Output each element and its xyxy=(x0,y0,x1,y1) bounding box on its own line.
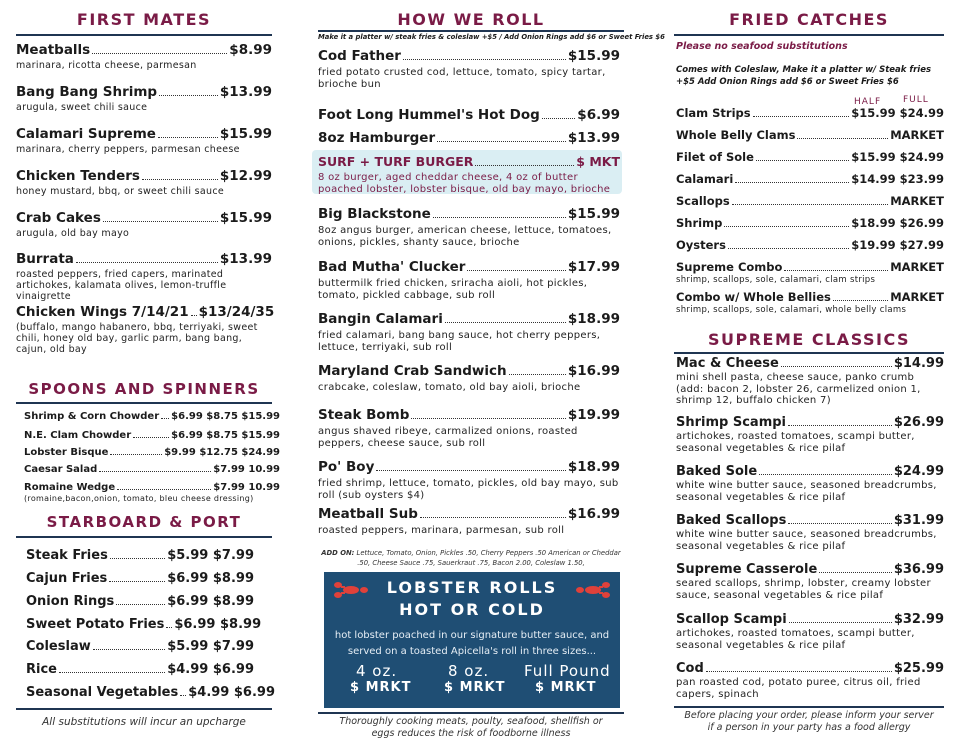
menu-item-name: Bang Bang Shrimp xyxy=(16,84,158,100)
menu-item-name: Baked Scallops xyxy=(676,513,787,528)
menu-item-price: $36.99 xyxy=(893,562,944,577)
menu-item-line xyxy=(16,210,272,226)
dot-leader xyxy=(759,474,892,475)
menu-item xyxy=(26,662,254,677)
dot-leader xyxy=(103,221,218,222)
menu-item-name: Burrata xyxy=(16,251,74,267)
menu-item-name: Shrimp xyxy=(676,216,723,230)
menu-item-description: white wine butter sauce, seasoned breadcrumbs, seasonal vegetables & rice pilaf xyxy=(676,480,937,503)
menu-item-line xyxy=(318,363,620,379)
add-on-label: ADD ON: xyxy=(321,549,355,557)
menu-item-description: pan roasted cod, potato puree, citrus oil, fried capers, spinach xyxy=(676,677,921,700)
menu-item-name: Coleslaw xyxy=(26,639,91,654)
menu-item-price: $7.99 10.99 xyxy=(213,464,280,475)
menu-item-line xyxy=(318,506,620,522)
divider xyxy=(674,34,944,36)
section-title-how-we-roll: HOW WE ROLL xyxy=(397,10,545,29)
menu-item-name: Whole Belly Clams xyxy=(676,128,796,142)
divider xyxy=(318,712,624,714)
menu-item xyxy=(676,238,944,252)
menu-item xyxy=(676,106,944,120)
menu-item xyxy=(676,464,944,503)
menu-item-price: $16.99 xyxy=(567,506,620,522)
menu-item xyxy=(318,459,620,501)
menu-item xyxy=(676,150,944,164)
dot-leader xyxy=(376,470,566,471)
lobster-price: $ MRKT xyxy=(444,680,506,695)
add-on-text: Lettuce, Tomato, Onion, Pickles .50, Cherry Peppers .50 American or Cheddar .50, Cheese Sauce .75, Sauerkraut .75, Bacon 2.00, Coleslaw 1.50, xyxy=(354,549,621,567)
dot-leader xyxy=(728,248,849,249)
menu-item-name: Filet of Sole xyxy=(676,150,754,164)
dot-leader xyxy=(433,217,566,218)
divider xyxy=(674,352,944,354)
dot-leader xyxy=(788,523,891,524)
menu-item-price: $26.99 xyxy=(893,415,944,430)
menu-item-price: $19.99 $27.99 xyxy=(851,238,944,252)
menu-item-line xyxy=(26,685,276,700)
section-title-starboard: STARBOARD & PORT xyxy=(46,513,242,531)
dot-leader xyxy=(781,366,892,367)
lobster-rolls-box xyxy=(324,572,620,708)
menu-item-description: mini shell pasta, cheese sauce, panko crumb (add: bacon 2, lobster 26, carmelized onion 1, shrimp 12, buffalo chicken 7) xyxy=(676,372,921,406)
menu-item-price: MARKET xyxy=(890,194,944,208)
menu-item-price: $16.99 xyxy=(567,363,620,379)
menu-item-description: (romaine,bacon,onion, tomato, bleu cheese dressing) xyxy=(24,494,254,503)
menu-item-line xyxy=(318,154,620,169)
menu-item-description: artichokes, roasted tomatoes, scampi butter, seasonal vegetables & rice pilaf xyxy=(676,431,915,454)
add-on-note xyxy=(318,548,624,568)
menu-item-price: $6.99 $8.99 xyxy=(167,594,254,609)
menu-item-description: arugula, old bay mayo xyxy=(16,228,130,239)
menu-item-name: Steak Bomb xyxy=(318,407,410,423)
menu-item-name: Combo w/ Whole Bellies xyxy=(676,290,831,304)
menu-item-price: $9.99 $12.75 $24.99 xyxy=(164,447,280,458)
divider xyxy=(16,536,272,538)
menu-item-line xyxy=(16,304,275,320)
menu-item-price: $6.99 xyxy=(577,107,620,123)
lobster-size: Full Pound xyxy=(524,662,611,680)
menu-item xyxy=(26,639,254,654)
allergy-note: Before placing your order, please inform your server if a person in your party has a food allergy xyxy=(684,710,934,733)
menu-item-description: marinara, cherry peppers, parmesan cheese xyxy=(16,144,240,155)
menu-item-price: $18.99 $26.99 xyxy=(851,216,944,230)
dot-leader xyxy=(753,116,850,117)
menu-item-description: marinara, ricotta cheese, parmesan xyxy=(16,60,197,71)
section-title-fried-catches: FRIED CATCHES xyxy=(729,10,889,29)
menu-item-line xyxy=(26,617,262,632)
section-title-supreme-classics: SUPREME CLASSICS xyxy=(707,330,911,349)
menu-item-name: Caesar Salad xyxy=(24,464,98,475)
menu-item-description: 8oz angus burger, american cheese, lettuce, tomatoes, onions, pickles, shanty sauce, brioche xyxy=(318,225,612,248)
dot-leader xyxy=(475,165,574,166)
column-middle xyxy=(318,0,665,742)
menu-item-description: artichokes, roasted tomatoes, scampi butter, seasonal vegetables & rice pilaf xyxy=(676,628,915,651)
menu-item xyxy=(676,194,944,208)
dot-leader xyxy=(445,322,566,323)
dot-leader xyxy=(797,138,888,139)
menu-item-line xyxy=(676,172,944,186)
dot-leader xyxy=(142,179,218,180)
dot-leader xyxy=(109,581,165,582)
menu-item-price: $18.99 xyxy=(567,459,620,475)
menu-item-name: Steak Fries xyxy=(26,548,108,563)
dot-leader xyxy=(509,374,566,375)
menu-item-price: $7.99 10.99 xyxy=(213,482,280,493)
menu-item-line xyxy=(16,126,272,142)
menu-item-description: shrimp, scallops, sole, calamari, clam strips xyxy=(676,275,876,285)
menu-item-line xyxy=(24,411,280,422)
menu-item-name: Oysters xyxy=(676,238,726,252)
menu-item-price: $ MKT xyxy=(576,154,620,169)
menu-item-price: $15.99 xyxy=(567,48,620,64)
menu-item-name: Calamari xyxy=(676,172,734,186)
menu-item-price: $12.99 xyxy=(219,168,272,184)
menu-item-line xyxy=(676,290,944,304)
dot-leader xyxy=(706,671,892,672)
menu-item-line xyxy=(24,482,280,493)
menu-item-description: (buffalo, mango habanero, bbq, terriyaki, sweet chili, honey old bay, garlic parm, bang bang, cajun, old bay xyxy=(16,322,258,355)
menu-item-price: $5.99 $7.99 xyxy=(167,548,254,563)
menu-item xyxy=(676,172,944,186)
menu-item-line xyxy=(676,260,944,274)
divider xyxy=(16,708,272,710)
menu-item-name: Mac & Cheese xyxy=(676,356,779,371)
menu-item-name: Bangin Calamari xyxy=(318,311,443,327)
platter-note: Comes with Coleslaw, Make it a platter w/ Steak fries +$5 Add Onion Rings add $6 or Sweet Fries $6 xyxy=(676,65,932,87)
menu-item-name: Bad Mutha' Clucker xyxy=(318,259,466,275)
column-right xyxy=(674,0,944,742)
dot-leader xyxy=(789,622,892,623)
menu-item xyxy=(318,130,620,146)
menu-item-price: $25.99 xyxy=(893,661,944,676)
menu-item-name: Seasonal Vegetables xyxy=(26,685,179,700)
menu-item xyxy=(24,447,280,458)
divider xyxy=(16,402,272,404)
menu-item-price: MARKET xyxy=(890,290,944,304)
menu-item-price: $8.99 xyxy=(229,42,272,58)
dot-leader xyxy=(117,489,211,490)
menu-item-description: shrimp, scallops, sole, calamari, whole belly clams xyxy=(676,305,907,315)
menu-item-line xyxy=(676,216,944,230)
dot-leader xyxy=(724,226,849,227)
menu-item-line xyxy=(16,251,272,267)
menu-item xyxy=(318,407,620,449)
menu-item-description: fried shrimp, lettuce, tomato, pickles, old bay mayo, sub roll (sub oysters $4) xyxy=(318,478,619,501)
menu-item-price: $13.99 xyxy=(219,251,272,267)
divider xyxy=(674,706,944,708)
dot-leader xyxy=(93,649,165,650)
menu-item xyxy=(26,548,254,563)
menu-item-line xyxy=(676,128,944,142)
menu-item-line xyxy=(24,447,280,458)
menu-item-description: white wine butter sauce, seasoned breadcrumbs, seasonal vegetables & rice pilaf xyxy=(676,529,937,552)
menu-item-name: Baked Sole xyxy=(676,464,758,479)
food-safety-note: Thoroughly cooking meats, poulty, seafood, shellfish or eggs reduces the risk of foodborne illness xyxy=(339,716,603,739)
menu-item-name: Romaine Wedge xyxy=(24,482,116,493)
menu-item-description: roasted peppers, fried capers, marinated artichokes, kalamata olives, lemon-truffle vinaigrette xyxy=(16,269,227,302)
menu-item-line xyxy=(676,562,944,577)
menu-item xyxy=(676,128,944,142)
dot-leader xyxy=(819,572,892,573)
menu-item xyxy=(26,617,262,632)
menu-item xyxy=(24,411,280,422)
menu-item-line xyxy=(676,513,944,528)
menu-item-line xyxy=(24,464,280,475)
menu-item-price: $14.99 xyxy=(893,356,944,371)
menu-item-price: $31.99 xyxy=(893,513,944,528)
menu-item-price: $17.99 xyxy=(567,259,620,275)
menu-item-name: Shrimp Scampi xyxy=(676,415,787,430)
menu-item-line xyxy=(24,430,280,441)
menu-item-name: Lobster Bisque xyxy=(24,447,109,458)
menu-item xyxy=(676,661,944,700)
dot-leader xyxy=(542,118,576,119)
menu-item-name: Rice xyxy=(26,662,57,677)
full-label: FULL xyxy=(903,95,929,105)
menu-item-line xyxy=(676,150,944,164)
menu-item-name: Cajun Fries xyxy=(26,571,108,586)
dot-leader xyxy=(735,182,849,183)
menu-item-line xyxy=(26,571,254,586)
menu-item-price: $24.99 xyxy=(893,464,944,479)
menu-item-price: $13.99 xyxy=(567,130,620,146)
menu-item xyxy=(16,210,272,239)
dot-leader xyxy=(756,160,849,161)
menu-item-description: 8 oz burger, aged cheddar cheese, 4 oz of butter poached lobster, lobster bisque, old bay mayo, brioche xyxy=(318,172,611,195)
menu-item xyxy=(676,415,944,454)
menu-item-name: Calamari Supreme xyxy=(16,126,156,142)
menu-item xyxy=(318,154,620,195)
menu-item-line xyxy=(26,594,254,609)
menu-item xyxy=(318,311,620,353)
menu-item xyxy=(318,48,620,90)
dot-leader xyxy=(59,672,165,673)
menu-item-line xyxy=(676,464,944,479)
lobster-size: 4 oz. xyxy=(356,662,398,680)
dot-leader xyxy=(833,300,888,301)
dot-leader xyxy=(92,53,227,54)
menu-item xyxy=(24,464,280,475)
lobster-price: $ MRKT xyxy=(535,680,597,695)
menu-item-price: $15.99 $24.99 xyxy=(851,150,944,164)
menu-item xyxy=(16,84,272,113)
menu-item-price: $4.99 $6.99 xyxy=(167,662,254,677)
menu-item-line xyxy=(318,130,620,146)
menu-item-description: seared scallops, shrimp, lobster, creamy lobster sauce, seasonal vegetables & rice pilaf xyxy=(676,578,931,601)
menu-item-line xyxy=(318,459,620,475)
menu-item-line xyxy=(676,106,944,120)
dot-leader xyxy=(403,59,566,60)
menu-item-line xyxy=(26,662,254,677)
menu-item-line xyxy=(676,661,944,676)
dot-leader xyxy=(161,418,169,419)
menu-item-description: buttermilk fried chicken, sriracha aioli, hot pickles, tomato, pickled cabbage, sub roll xyxy=(318,278,588,301)
menu-item xyxy=(16,42,272,71)
dot-leader xyxy=(166,627,172,628)
menu-item-price: $15.99 xyxy=(219,126,272,142)
menu-item-price: $32.99 xyxy=(893,612,944,627)
menu-item xyxy=(318,363,620,394)
dot-leader xyxy=(116,604,165,605)
menu-item-price: $6.99 $8.99 xyxy=(167,571,254,586)
menu-item-line xyxy=(676,612,944,627)
dot-leader xyxy=(191,315,197,316)
dot-leader xyxy=(788,425,892,426)
dot-leader xyxy=(437,141,566,142)
menu-item xyxy=(26,571,254,586)
menu-item-name: Big Blackstone xyxy=(318,206,431,222)
menu-item-line xyxy=(676,356,944,371)
dot-leader xyxy=(99,471,211,472)
seafood-note: Please no seafood substitutions xyxy=(676,41,848,52)
half-label: HALF xyxy=(854,97,882,107)
menu-item xyxy=(676,513,944,552)
divider xyxy=(16,34,272,36)
menu-item-description: roasted peppers, marinara, parmesan, sub roll xyxy=(318,525,565,536)
menu-item xyxy=(24,430,280,441)
substitution-note: All substitutions will incur an upcharge xyxy=(42,716,246,728)
lobster-rolls-title: LOBSTER ROLLS xyxy=(386,578,558,597)
menu-item-description: arugula, sweet chili sauce xyxy=(16,102,148,113)
menu-item-name: Meatball Sub xyxy=(318,506,418,522)
menu-item xyxy=(16,304,275,355)
menu-item xyxy=(318,259,620,301)
menu-item-description: angus shaved ribeye, carmalized onions, roasted peppers, cheese sauce, sub roll xyxy=(318,426,578,449)
dot-leader xyxy=(133,437,169,438)
menu-item-name: Chicken Wings 7/14/21 xyxy=(16,304,189,320)
menu-item-name: Shrimp & Corn Chowder xyxy=(24,411,160,422)
menu-item-price: $15.99 xyxy=(567,206,620,222)
menu-item-price: $6.99 $8.75 $15.99 xyxy=(171,430,280,441)
menu-item-name: Crab Cakes xyxy=(16,210,101,226)
lobster-rolls-subtitle: HOT OR COLD xyxy=(399,600,545,619)
menu-item-line xyxy=(676,415,944,430)
menu-item xyxy=(676,260,944,285)
menu-item-name: Po' Boy xyxy=(318,459,375,475)
menu-item-line xyxy=(16,84,272,100)
menu-item xyxy=(318,206,620,248)
menu-item-name: Onion Rings xyxy=(26,594,115,609)
menu-item-line xyxy=(318,206,620,222)
divider xyxy=(318,30,624,32)
menu-item-price: $18.99 xyxy=(567,311,620,327)
menu-item xyxy=(16,251,272,302)
menu-item-description: honey mustard, bbq, or sweet chili sauce xyxy=(16,186,224,197)
menu-item xyxy=(24,482,280,504)
menu-item-name: Maryland Crab Sandwich xyxy=(318,363,507,379)
menu-item-line xyxy=(318,259,620,275)
lobster-size: 8 oz. xyxy=(448,662,490,680)
menu-item-name: Sweet Potato Fries xyxy=(26,617,165,632)
menu-item-line xyxy=(26,548,254,563)
menu-item-name: Supreme Combo xyxy=(676,260,783,274)
menu-item-line xyxy=(676,194,944,208)
dot-leader xyxy=(110,454,162,455)
dot-leader xyxy=(110,558,165,559)
dot-leader xyxy=(420,517,566,518)
dot-leader xyxy=(158,137,218,138)
menu-item-line xyxy=(26,639,254,654)
menu-item xyxy=(676,612,944,651)
menu-item xyxy=(676,356,944,407)
menu-item-price: MARKET xyxy=(890,260,944,274)
menu-item xyxy=(318,107,620,123)
dot-leader xyxy=(76,262,218,263)
menu-item-description: fried calamari, bang bang sauce, hot cherry peppers, lettuce, terriyaki, sub roll xyxy=(318,330,601,353)
menu-item-price: $4.99 $6.99 xyxy=(188,685,276,700)
menu-item xyxy=(318,506,620,537)
menu-item-line xyxy=(16,168,272,184)
menu-item-line xyxy=(318,48,620,64)
menu-item-name: Scallop Scampi xyxy=(676,612,787,627)
menu-item-price: $6.99 $8.99 xyxy=(174,617,262,632)
menu-item-price: $13/24/35 xyxy=(198,304,275,320)
menu-item xyxy=(16,168,272,197)
menu-item xyxy=(676,290,944,315)
dot-leader xyxy=(411,418,565,419)
menu-item-name: Cod xyxy=(676,661,704,676)
menu-item-name: Supreme Casserole xyxy=(676,562,818,577)
menu-item-price: $6.99 $8.75 $15.99 xyxy=(171,411,280,422)
platter-note: Make it a platter w/ steak fries & coleslaw +$5 / Add Onion Rings add $6 or Sweet Fries $6 xyxy=(318,33,665,41)
menu-item-name: Foot Long Hummel's Hot Dog xyxy=(318,107,540,123)
menu-item-line xyxy=(16,42,272,58)
menu-item-name: Cod Father xyxy=(318,48,401,64)
menu-item-price: $19.99 xyxy=(567,407,620,423)
menu-item-description: crabcake, coleslaw, tomato, old bay aioli, brioche xyxy=(318,382,581,393)
menu-item-name: SURF + TURF BURGER xyxy=(318,154,474,169)
menu-item-line xyxy=(318,311,620,327)
menu-item-name: Chicken Tenders xyxy=(16,168,140,184)
menu-item-name: Meatballs xyxy=(16,42,91,58)
menu-item-name: 8oz Hamburger xyxy=(318,130,436,146)
menu-item xyxy=(676,562,944,601)
menu-item-line xyxy=(318,407,620,423)
menu-item-name: N.E. Clam Chowder xyxy=(24,430,132,441)
menu-item xyxy=(26,594,254,609)
menu-item-price: MARKET xyxy=(890,128,944,142)
section-title-first-mates: FIRST MATES xyxy=(76,10,212,29)
menu-item-name: Clam Strips xyxy=(676,106,751,120)
dot-leader xyxy=(180,695,186,696)
menu-item-line xyxy=(676,238,944,252)
lobster-price: $ MRKT xyxy=(350,680,412,695)
dot-leader xyxy=(159,95,218,96)
menu-item-price: $14.99 $23.99 xyxy=(851,172,944,186)
dot-leader xyxy=(732,204,888,205)
dot-leader xyxy=(784,270,888,271)
menu-item xyxy=(16,126,272,155)
lobster-rolls-description: hot lobster poached in our signature butter sauce, and served on a toasted Apicella's roll in three sizes... xyxy=(334,630,610,657)
menu-item xyxy=(676,216,944,230)
menu-item-name: Scallops xyxy=(676,194,730,208)
dot-leader xyxy=(467,270,565,271)
menu-item-price: $5.99 $7.99 xyxy=(167,639,254,654)
menu-item-price: $15.99 $24.99 xyxy=(851,106,944,120)
menu-item xyxy=(26,685,276,700)
column-left xyxy=(16,0,280,742)
section-title-spoons: SPOONS AND SPINNERS xyxy=(28,380,260,398)
menu-item-description: fried potato crusted cod, lettuce, tomato, spicy tartar, brioche bun xyxy=(318,67,606,90)
menu-item-price: $15.99 xyxy=(219,210,272,226)
menu-item-line xyxy=(318,107,620,123)
menu-item-price: $13.99 xyxy=(219,84,272,100)
